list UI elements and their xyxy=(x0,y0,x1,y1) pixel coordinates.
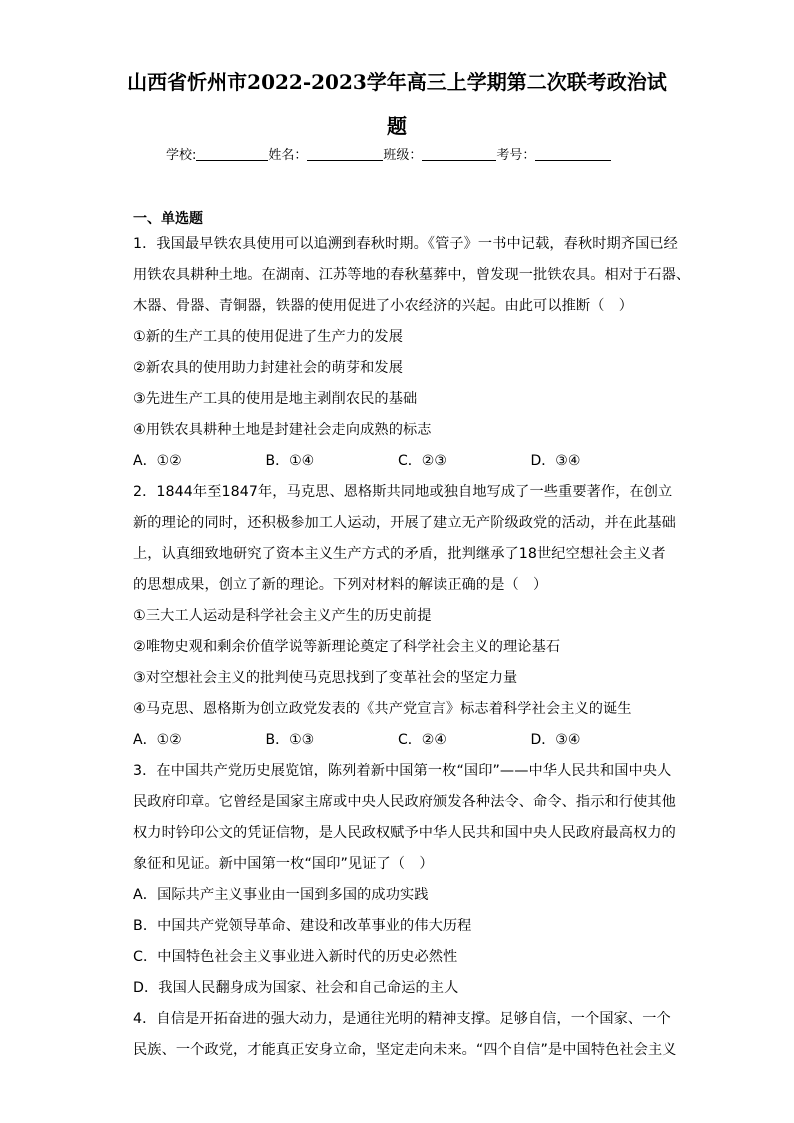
name-label: 姓名： xyxy=(268,148,308,163)
statement: ④用铁农具耕种土地是封建社会走向成熟的标志 xyxy=(133,422,432,438)
number-label: 考号： xyxy=(496,148,536,163)
statement: ③先进生产工具的使用是地主剥削农民的基础 xyxy=(133,391,418,407)
option-c: C．②③ xyxy=(398,453,447,469)
question-stem-line: 权力时钤印公文的凭证信物，是人民政权赋予中华人民共和国中央人民政府最高权力的 xyxy=(133,825,676,841)
question-stem-line: 1．我国最早铁农具使用可以追溯到春秋时期。《管子》一书中记载，春秋时期齐国已经 xyxy=(133,236,678,252)
option-b: B．①④ xyxy=(265,453,315,469)
question-stem-line: 的思想成果，创立了新的理论。下列对材料的解读正确的是（ ） xyxy=(133,577,548,593)
question-stem-line: 民政府印章。它曾经是国家主席或中央人民政府颁发各种法令、命令、指示和行使其他 xyxy=(133,794,676,810)
section-heading: 一、单选题 xyxy=(133,211,203,227)
question-1 xyxy=(133,229,691,477)
name-blank xyxy=(307,146,383,161)
question-stem-line: 用铁农具耕种土地。在湖南、江苏等地的春秋墓葬中，曾发现一批铁农具。相对于石器、 xyxy=(133,267,691,283)
exam-title-line2: 题 xyxy=(387,114,407,138)
question-stem-line: 新的理论的同时，还积极参加工人运动，开展了建立无产阶级政党的活动，并在此基础 xyxy=(133,515,676,531)
question-4 xyxy=(133,1004,677,1066)
statement: ③对空想社会主义的批判使马克思找到了变革社会的坚定力量 xyxy=(133,670,518,686)
statement: ②新农具的使用助力封建社会的萌芽和发展 xyxy=(133,360,403,376)
question-stem-line: 木器、骨器、青铜器，铁器的使用促进了小农经济的兴起。由此可以推断（ ） xyxy=(133,298,634,314)
choice-c: C．中国特色社会主义事业进入新时代的历史必然性 xyxy=(133,949,458,965)
option-c: C．②④ xyxy=(398,732,447,748)
option-a: A．①② xyxy=(133,453,182,469)
question-stem-line: 4．自信是开拓奋进的强大动力，是通往光明的精神支撑。足够自信，一个国家、一个 xyxy=(133,1011,671,1027)
question-stem-line: 象征和见证。新中国第一枚“国印”见证了（ ） xyxy=(133,856,434,872)
exam-title-line1: 山西省忻州市2022-2023学年高三上学期第二次联考政治试 xyxy=(127,70,667,94)
question-stem-line: 2．1844年至1847年，马克思、恩格斯共同地或独自地写成了一些重要著作，在创立 xyxy=(133,484,673,500)
question-3 xyxy=(133,756,676,1004)
choice-b: B．中国共产党领导革命、建设和改革事业的伟大历程 xyxy=(133,918,472,934)
choice-a: A．国际共产主义事业由一国到多国的成功实践 xyxy=(133,887,429,903)
student-info-row xyxy=(166,144,611,163)
option-b: B．①③ xyxy=(265,732,315,748)
class-label: 班级： xyxy=(383,148,423,163)
statement: ②唯物史观和剩余价值学说等新理论奠定了科学社会主义的理论基石 xyxy=(133,639,561,655)
answer-options xyxy=(133,725,663,756)
class-blank xyxy=(422,146,496,161)
option-a: A．①② xyxy=(133,732,182,748)
question-stem-line: 上，认真细致地研究了资本主义生产方式的矛盾，批判继承了18世纪空想社会主义者 xyxy=(133,546,666,562)
option-d: D．③④ xyxy=(530,453,581,469)
question-stem-line: 民族、一个政党，才能真正安身立命，坚定走向未来。“四个自信”是中国特色社会主义 xyxy=(133,1042,677,1058)
option-d: D．③④ xyxy=(530,732,581,748)
choice-d: D．我国人民翻身成为国家、社会和自己命运的主人 xyxy=(133,980,459,996)
question-2 xyxy=(133,477,676,756)
school-blank xyxy=(196,146,268,161)
answer-options xyxy=(133,446,663,477)
question-stem-line: 3．在中国共产党历史展览馆，陈列着新中国第一枚“国印”——中华人民共和国中央人 xyxy=(133,763,672,779)
statement: ①新的生产工具的使用促进了生产力的发展 xyxy=(133,329,403,345)
school-label: 学校: xyxy=(166,148,197,163)
statement: ①三大工人运动是科学社会主义产生的历史前提 xyxy=(133,608,432,624)
number-blank xyxy=(535,146,611,161)
question-list xyxy=(133,229,691,1066)
statement: ④马克思、恩格斯为创立政党发表的《共产党宣言》标志着科学社会主义的诞生 xyxy=(133,701,632,717)
